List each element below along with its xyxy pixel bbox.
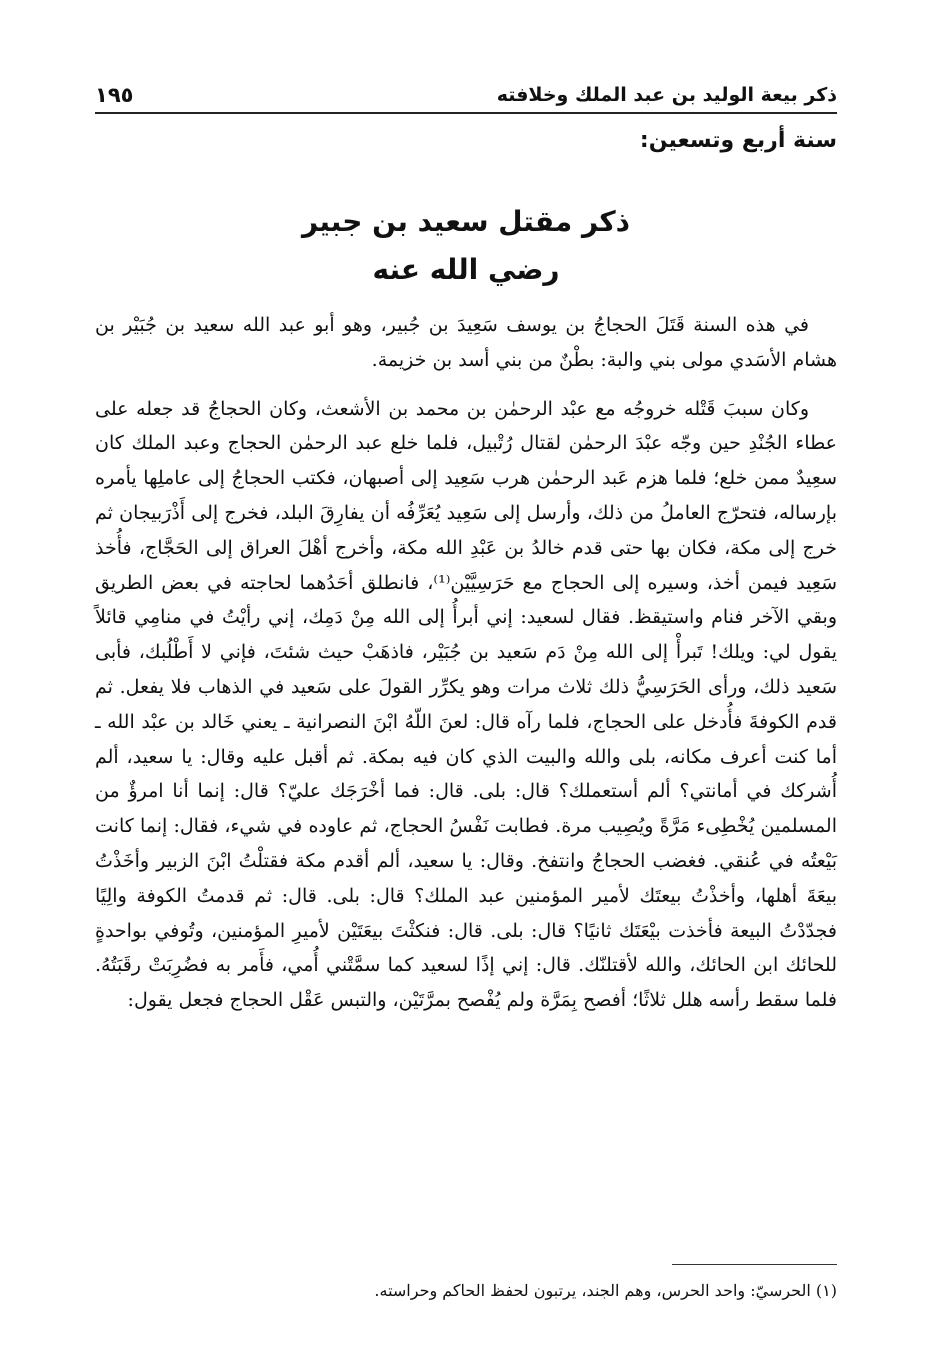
running-head: [95, 80, 837, 110]
paragraph-1: في هذه السنة قَتَلَ الحجاجُ بن يوسف سَعِيدَ بن جُبير، وهو أبو عبد الله سعيد بن جُبَيْر بن هشام الأسَدي مولى بني والبة: بطْنٌ من بني أسد بن خزيمة.: [95, 314, 837, 371]
year-heading: سنة أربع وتسعين:: [639, 128, 837, 153]
paragraph-2: وكان سببَ قَتْله خروجُه مع عبْد الرحمٰن بن محمد بن الأشعث، وكان الحجاجُ قد جعله على عطاء الجُنْدِ حين وجّه عبْدَ الرحمٰن لقتال رُتْبيل، فلما خلع عبد الرحمٰن الحجاج وعبد الملك كان سعِيدٌ ممن خلع؛ فلما هزم عَبد الرحمٰن هرب سَعِيد إلى أصبهان، فكتب الحجاجُ إلى عاملِها يأمره بإرساله، فتحرّج العاملُ من ذلك، وأرسل إلى سَعِيد يُعَرِّفُه أن يفارِقَ البلد، فخرج إلى أَذْرَبيجان ثم خرج إلى مكة، فكان بها حتى قدم خالدُ بن عَبْدِ الله مكة، وأخرج أهْلَ العراق إلى الحَجَّاج، فأُخذ سَعِيد فيمن أخذ، وسيره إلى الحجاج مع حَرَسِيَّيْن⁽¹⁾، فانطلق أحَدُهما لحاجته في بعض الطريق وبقي الآخر فنام واستيقظ. فقال لسعيد: إني أبرأُ إلى الله مِنْ دَمِك، إني رأيْتُ في منامِي قائلاً يقول لي: ويلك! تَبرأْ إلى الله مِنْ دَم سَعيد بن جُبَيْر، فاذهَبْ حيث شئتَ، فإني لا أَطْلُبك، فأبى سَعيد ذلك، ورأى الحَرَسِيُّ ذلك ثلاث مرات وهو يكرِّر القولَ على سَعيد في الذهاب فلا يفعل. ثم قدم الكوفةَ فأُدخل على الحجاج، فلما رآه قال: لعنَ اللّهُ ابْنَ النصرانية ـ يعني خَالد بن عبْد الله ـ أما كنت أعرف مكانه، بلى والله والبيت الذي كان فيه بمكة. ثم أقبل عليه وقال: يا سعيد، ألم أُشركك في أمانتي؟ ألم أستعملك؟ قال: بلى. قال: فما أخْرَجَك عليّ؟ قال: إنما أنا امرؤٌ من المسلمين يُخْطِىء مَرَّةً ويُصِيب مرة. فطابت نَفْسُ الحجاج، ثم عاوده في شيء، فقال: إنما كانت بَيْعتُه في عُنقي. فغضب الحجاجُ وانتفخ. وقال: يا سعيد، ألم أقدم مكة فقتلْتُ ابْنَ الزبير وأخَذْتُ بيعَةَ أهلها، وأخذْتُ بيعتَك لأمير المؤمنين عبد الملك؟ قال: بلى. قال: ثم قدمتُ الكوفة والِيًا فجدّدْتُ البيعة فأخذت بيْعَتَك ثانيًا؟ قال: بلى. قال: فنكثْتَ بيعَتَيْن لأميرِ المؤمنين، وتُوفي بواحدةٍ للحائك ابن الحائك، والله لأقتلنّك. قال: إني إذًا لسعيد كما سمَّتْني أُمي، فأَمر به فضُرِبَتْ رقَبَتُهُ. فلما سقط رأسه هلل ثلاثًا؛ أفصح بِمَرَّة ولم يُفْصح بمرَّتَيْن، والتبس عَقْل الحجاج فجعل يقول:: [95, 397, 837, 1012]
chapter-title-line-2: رضي الله عنه: [372, 253, 560, 286]
running-title: ذكر بيعة الوليد بن عبد الملك وخلافته: [496, 84, 837, 106]
footnote: (١) الحرسيّ: واحد الحرس، وهم الجند، يرتبون لحفظ الحاكم وحراسته.: [374, 1281, 837, 1300]
page-number: ١٩٥: [95, 83, 134, 107]
footnote-rule: [672, 1264, 837, 1265]
header-rule: [95, 112, 837, 114]
chapter-title-line-1: ذكر مقتل سعيد بن جبير: [301, 205, 631, 238]
body-text: [95, 308, 837, 1018]
chapter-title: [95, 198, 837, 294]
